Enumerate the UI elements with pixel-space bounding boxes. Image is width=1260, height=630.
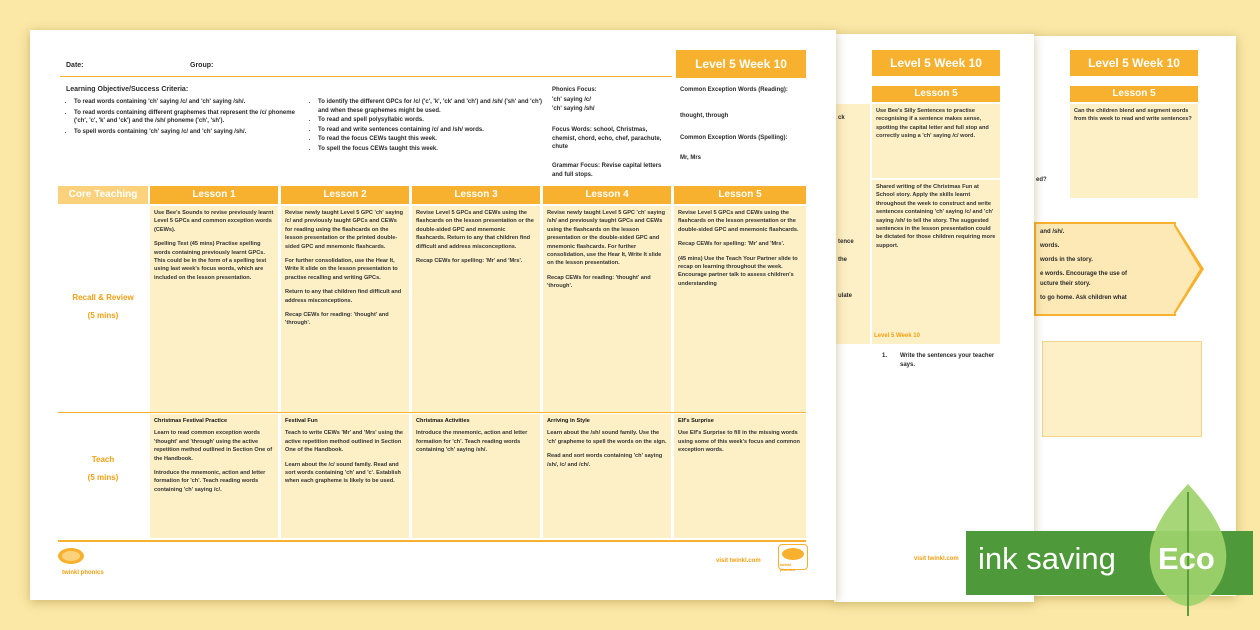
lesson-arrow-callout	[1034, 222, 1176, 316]
level-week-badge: Level 5 Week 10	[872, 50, 1000, 76]
lesson-header: Lesson 1	[150, 186, 278, 204]
instruction-text: Write the sentences your teacher says.	[900, 353, 995, 368]
cell-paragraph: For further consolidation, use the Hear It, Write It slide on the lesson presentation to practise recalling and writing GPCs.	[285, 258, 398, 281]
lesson-5-recall-cell	[872, 104, 1000, 178]
cell-paragraph: Revise Level 5 GPCs and CEWs using the flashcards on the lesson presentation or the double-sided GPC and mnemonic flashcards.	[678, 210, 799, 233]
lesson-5-teach-cell	[872, 180, 1000, 344]
row-divider	[58, 412, 806, 413]
level-week-label: Level 5 Week 10	[874, 333, 920, 339]
row-title-recall	[58, 292, 148, 322]
phonics-focus-line: 'ch' saying /sh/	[552, 106, 595, 112]
objective-item: • To read and write sentences containing /c/ and /sh/ words.	[318, 126, 550, 135]
writing-box	[1042, 341, 1202, 437]
logo-text: twinkl phonics	[780, 562, 796, 572]
teach-cell-lesson-2	[281, 414, 409, 538]
cell-paragraph: Revise Level 5 GPCs and CEWs using the flashcards on the lesson presentation or the double-sided GPC and mnemonic flashcards. Return to any that children find difficult and address misconceptions.	[416, 210, 534, 250]
eco-tag: Eco	[1158, 541, 1215, 576]
assessment-question: Can the children blend and segment words from this week to read and write sentences?	[1074, 108, 1192, 123]
recall-cell-lesson-4	[543, 206, 671, 412]
phonics-focus-line: 'ch' saying /c/	[552, 97, 591, 103]
arrow-line: and /sh/.	[1040, 229, 1065, 235]
cell-paragraph: Learn about the /c/ sound family. Read and sort words containing 'ch' and 'c'. Establish when each grapheme is likely to be used.	[285, 461, 401, 485]
objective-item: • To read words containing 'ch' saying /c/ and 'ch' saying /sh/.	[74, 98, 296, 107]
footer-site-text: visit twinkl.com	[914, 556, 959, 562]
cew-reading-label: Common Exception Words (Reading):	[680, 87, 788, 93]
cell-paragraph: Use Elf's Surprise to fill in the missing words using some of this week's focus and common exception words.	[678, 430, 800, 454]
objective-item: • To spell the focus CEWs taught this week.	[318, 145, 550, 154]
logo-text: twinkl phonics	[62, 570, 104, 576]
cew-spelling-label: Common Exception Words (Spelling):	[680, 135, 788, 141]
recall-cell-lesson-5	[674, 206, 806, 412]
cell-paragraph: Recap CEWs for spelling: 'Mr' and 'Mrs'.	[678, 241, 785, 248]
table-bottom-line	[58, 540, 806, 542]
cell-paragraph: Introduce the mnemonic, action and letter formation for 'ch'. Teach reading words containing 'ch' saying /sh/.	[416, 430, 528, 454]
date-label: Date:	[66, 62, 84, 69]
level-week-badge: Level 5 Week 10	[676, 50, 806, 78]
shared-writing-text: Shared writing of the Christmas Fun at School story. Apply the skills learnt throughout the week to construct and write sentences containing 'ch' saying /c/ and 'ch' saying /sh/ to tell the story. The suggested sentences in the lesson presentation could be dictated for those children requiring more support.	[876, 184, 996, 249]
cell-paragraph: Recap CEWs for reading: 'thought' and 'through'.	[547, 274, 651, 290]
cell-paragraph: Introduce the mnemonic, action and letter formation for 'ch'. Teach reading words containing 'ch' saying /c/.	[154, 470, 266, 493]
row-title: Recall & Review	[72, 293, 134, 302]
arrow-tip-inner	[1174, 226, 1200, 312]
cell-paragraph: Revise newly taught Level 5 GPC 'ch' saying /c/ and previously taught GPCs and CEWs for reading using the flashcards on the lesson presentation or the printed double-sided GPC and mnemonic flashcards.	[285, 210, 403, 250]
teach-cell-lesson-4	[543, 414, 671, 538]
grammar-focus: Grammar Focus: Revise capital letters and full stops.	[552, 163, 662, 178]
phonics-focus-label: Phonics Focus:	[552, 87, 597, 93]
text-fragment: ck	[838, 115, 845, 121]
cell-paragraph: Recap CEWs for spelling: 'Mr' and 'Mrs'.	[416, 258, 523, 265]
arrow-line: to go home. Ask children what	[1040, 295, 1127, 301]
cell-title: Festival Fun	[285, 418, 318, 424]
group-label: Group:	[190, 62, 214, 69]
cew-reading: thought, through	[680, 113, 729, 119]
row-title-teach	[58, 454, 148, 484]
objective-item: • To identify the different GPCs for /c/ ('c', 'k', 'ck' and 'ch') and /sh/ ('sh' and 'ch') and when these graphemes might be used.	[318, 98, 550, 115]
cell-paragraph: Read and sort words containing 'ch' saying /sh/, /c/ and /ch/.	[547, 453, 663, 468]
focus-words: Focus Words: school, Christmas, chemist, chord, echo, chef, parachute, chute	[552, 127, 662, 150]
objective-item: • To spell words containing 'ch' saying /c/ and 'ch' saying /sh/.	[74, 128, 296, 137]
text-fragment: ulate	[838, 293, 853, 299]
core-teaching-header: Core Teaching	[58, 186, 148, 204]
teach-cell-lesson-5	[674, 414, 806, 538]
instruction-number: 1.	[882, 353, 888, 359]
cell-paragraph: Use Bee's Sounds to revise previously learnt Level 5 GPCs and common exception words (CEWs).	[154, 210, 274, 233]
lesson-5-cell	[1070, 104, 1198, 198]
lesson-5-header: Lesson 5	[1070, 86, 1198, 102]
lesson-header: Lesson 5	[674, 186, 806, 204]
cell-title: Christmas Activities	[416, 418, 470, 424]
recall-cell-lesson-3	[412, 206, 540, 412]
arrow-line: e words. Encourage the use of	[1040, 271, 1128, 277]
objective-item: • To read the focus CEWs taught this week.	[318, 135, 550, 144]
header-divider	[60, 76, 672, 77]
cell-paragraph: Return to any that children find difficult and address misconceptions.	[285, 289, 402, 304]
level-week-badge: Level 5 Week 10	[1070, 50, 1198, 76]
left-column	[834, 104, 870, 344]
lesson-header: Lesson 2	[281, 186, 409, 204]
objective-item: • To read and spell polysyllabic words.	[318, 116, 550, 125]
row-subtitle: (5 mins)	[87, 473, 119, 482]
twinkl-logo	[56, 546, 86, 570]
text-fragment: tence	[838, 239, 854, 245]
cell-paragraph: Learn to read common exception words 'thought' and 'through' using the active repetition method outlined in Section One of the Handbook.	[154, 430, 273, 462]
cell-paragraph: (45 mins) Use the Teach Your Partner slide to recap on learning throughout the week. Encourage partner talk to assess children's understanding	[678, 255, 798, 287]
teach-cell-lesson-3	[412, 414, 540, 538]
cell-title: Christmas Festival Practice	[154, 418, 228, 424]
cell-paragraph: Revise newly taught Level 5 GPC 'ch' saying /sh/ and previously taught GPCs and CEWs using the flashcards on the lesson presentation or the double-sided GPC and mnemonic flashcards. For further consolidation, use the Hear It, Write It slide on the lesson presentation.	[547, 210, 665, 267]
objective-item: • To read words containing different graphemes that represent the /c/ phoneme ('ch', 'c', 'k' and 'ck') and the /sh/ phoneme ('ch', 'sh').	[74, 109, 296, 126]
text-fragment: the	[838, 257, 847, 263]
objectives-list-2	[310, 98, 550, 153]
lesson-5-header: Lesson 5	[872, 86, 1000, 102]
arrow-line: words.	[1040, 243, 1060, 249]
objectives-list-1	[66, 98, 296, 136]
row-subtitle: (5 mins)	[87, 311, 119, 320]
cell-paragraph: Learn about the /sh/ sound family. Use the 'ch' grapheme to spell the words on the sign.	[547, 430, 667, 445]
cell-paragraph: Recap CEWs for reading: 'thought' and 'through'.	[285, 312, 389, 327]
cell-paragraph: Teach to write CEWs 'Mr' and 'Mrs' using the active repetition method outlined in Section One of the Handbook.	[285, 430, 404, 454]
twinkl-logo-right	[778, 544, 808, 570]
objectives-label: Learning Objective/Success Criteria:	[66, 86, 189, 93]
lesson-header: Lesson 3	[412, 186, 540, 204]
recall-cell-lesson-1	[150, 206, 278, 412]
arrow-line: ucture their story.	[1040, 281, 1091, 287]
cell-title: Arriving in Style	[547, 418, 590, 424]
lesson-header: Lesson 4	[543, 186, 671, 204]
cew-spelling: Mr, Mrs	[680, 155, 702, 161]
cell-paragraph: Spelling Test (45 mins) Practise spelling words containing previously learnt GPCs. This could be in the form of a spelling test using last week's focus words, which are included on the lesson presentation.	[154, 241, 267, 281]
recall-cell-lesson-2	[281, 206, 409, 412]
teach-cell-lesson-1	[150, 414, 278, 538]
recall-text: Use Bee's Silly Sentences to practise recognising if a sentence makes sense, spotting the capital letter and full stop and correctly using a 'ch' saying /c/ word.	[876, 108, 989, 140]
arrow-line: words in the story.	[1040, 257, 1093, 263]
worksheet-page-middle	[834, 34, 1034, 602]
text-fragment: ed?	[1036, 177, 1047, 183]
eco-label: ink saving	[978, 541, 1116, 576]
cell-title: Elf's Surprise	[678, 418, 714, 424]
row-title: Teach	[91, 455, 115, 464]
worksheet-page-front	[30, 30, 836, 600]
footer-site-text: visit twinkl.com	[716, 558, 761, 564]
